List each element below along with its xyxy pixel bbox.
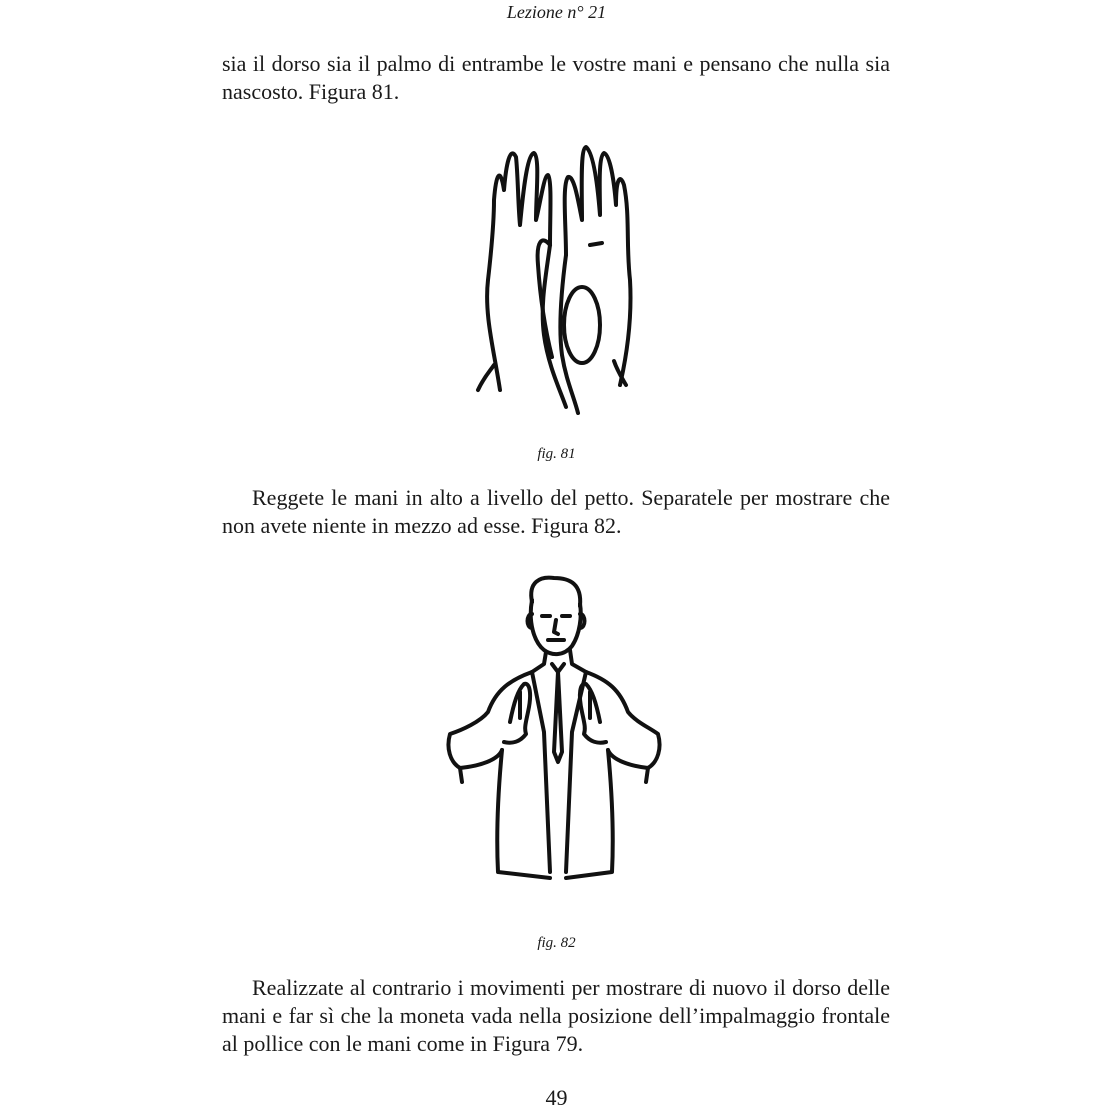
figure-82-caption: fig. 82 [537,935,576,951]
running-header: Lezione n° 21 [506,2,607,22]
paragraph-1: sia il dorso sia il palmo di entrambe le vostre mani e pensano che nulla sia nascosto. Figura 81. [222,51,890,104]
figure-81-caption: fig. 81 [537,446,576,462]
page-number: 49 [545,1085,568,1110]
paragraph-3: Realizzate al contrario i movimenti per mostrare di nuovo il dorso delle mani e far sì che la moneta vada nella posizione dell’impalmaggio frontale al pollice con le mani come in Figura 79. [222,975,890,1056]
figure-82-man-illustration [440,572,670,902]
paragraph-2: Reggete le mani in alto a livello del petto. Separatele per mostrare che non avete niente in mezzo ad esse. Figura 82. [222,485,890,538]
figure-81-hands-illustration [470,135,640,415]
